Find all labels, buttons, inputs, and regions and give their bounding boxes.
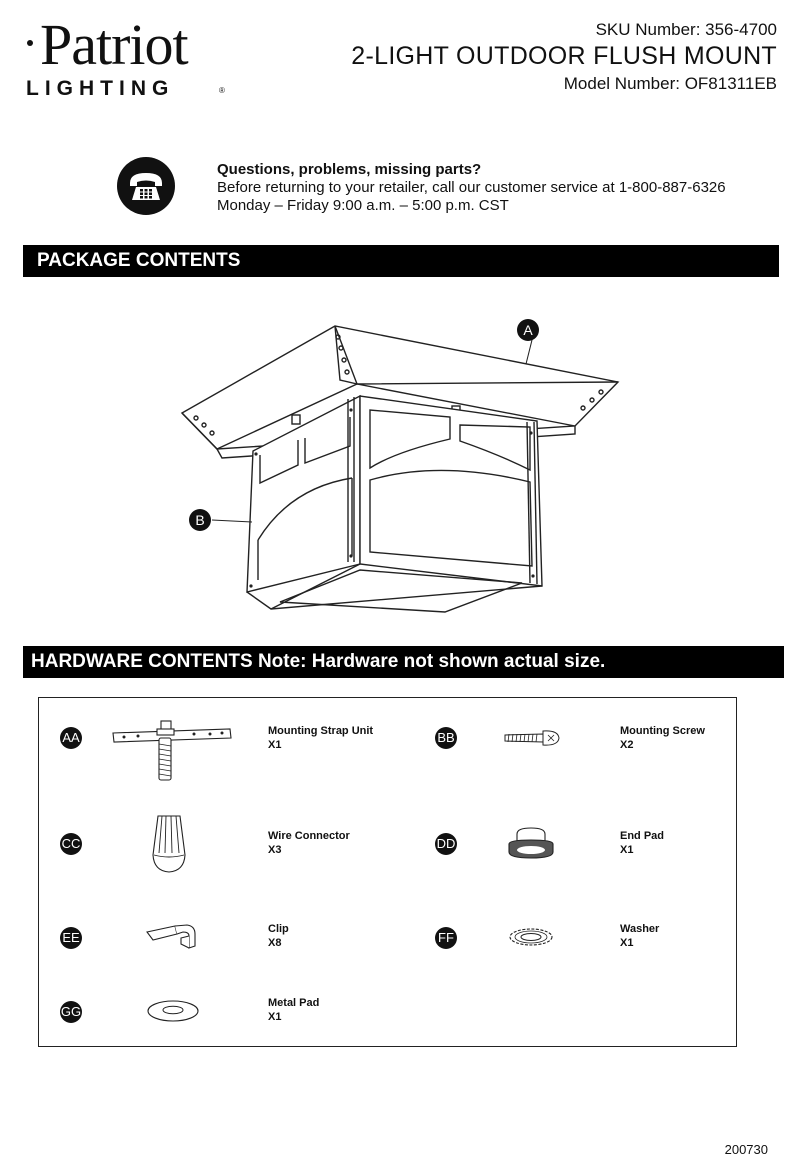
hardware-qty-bb: X2 xyxy=(620,739,634,751)
hardware-name-dd: End Pad xyxy=(620,830,665,842)
hardware-id-ff: FF xyxy=(435,927,457,949)
callout-a: A xyxy=(517,319,539,341)
callout-b: B xyxy=(189,509,211,531)
hardware-name-ee: Clip xyxy=(268,923,289,935)
product-title: 2-LIGHT OUTDOOR FLUSH MOUNT xyxy=(351,42,777,70)
hardware-id-aa: AA xyxy=(60,727,82,749)
logo-brand: Patriot xyxy=(40,12,188,77)
washer-icon xyxy=(508,926,554,948)
package-contents-heading: PACKAGE CONTENTS xyxy=(23,245,779,277)
hardware-name-cc: Wire Connector xyxy=(268,830,350,842)
hardware-contents-heading: HARDWARE CONTENTS Note: Hardware not shown actual size. xyxy=(23,646,784,678)
hardware-qty-gg: X1 xyxy=(268,1011,282,1023)
hardware-id-gg: GG xyxy=(60,1001,82,1023)
hardware-name-gg: Metal Pad xyxy=(268,997,320,1009)
logo-registered-mark: ® xyxy=(219,86,225,95)
phone-icon xyxy=(117,157,175,215)
document-number: 200730 xyxy=(724,1142,768,1157)
mounting-screw-icon xyxy=(503,727,563,749)
support-question: Questions, problems, missing parts? xyxy=(217,161,482,178)
hardware-id-dd: DD xyxy=(435,833,457,855)
logo-sub: LIGHTING xyxy=(26,77,175,100)
clip-icon xyxy=(145,920,205,952)
logo-dot xyxy=(27,40,33,46)
hardware-id-cc: CC xyxy=(60,833,82,855)
mounting-strap-icon xyxy=(110,712,235,782)
fixture-illustration xyxy=(170,300,640,630)
support-hours-line: Monday – Friday 9:00 a.m. – 5:00 p.m. CST xyxy=(217,197,509,214)
model-number: Model Number: OF81311EB xyxy=(563,74,777,93)
hardware-id-bb: BB xyxy=(435,727,457,749)
end-pad-icon xyxy=(505,826,557,862)
sku-number: SKU Number: 356-4700 xyxy=(595,20,777,39)
metal-pad-icon xyxy=(145,997,201,1025)
hardware-name-aa: Mounting Strap Unit xyxy=(268,725,374,737)
support-phone-line: Before returning to your retailer, call our customer service at 1-800-887-6326 xyxy=(217,179,726,196)
hardware-id-ee: EE xyxy=(60,927,82,949)
wire-connector-icon xyxy=(147,813,191,875)
hardware-qty-cc: X3 xyxy=(268,844,282,856)
hardware-name-bb: Mounting Screw xyxy=(620,725,705,737)
hardware-qty-aa: X1 xyxy=(268,739,282,751)
hardware-qty-dd: X1 xyxy=(620,844,634,856)
hardware-qty-ff: X1 xyxy=(620,937,634,949)
hardware-name-ff: Washer xyxy=(620,923,660,935)
hardware-qty-ee: X8 xyxy=(268,937,282,949)
